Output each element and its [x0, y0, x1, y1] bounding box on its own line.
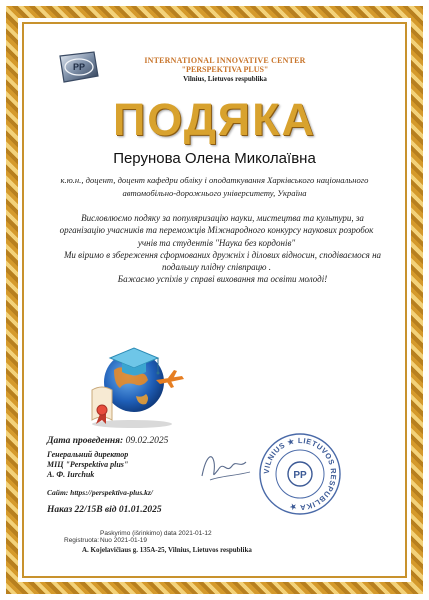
certificate-title: ПОДЯКА [112, 94, 317, 145]
graduation-globe-illustration [70, 318, 190, 430]
certificate-body [50, 212, 383, 286]
svg-text:PP: PP [72, 62, 86, 72]
event-date-label: Дата проведення: [47, 436, 124, 446]
issuer-location: Vilnius, Lietuvos respublika [183, 75, 267, 83]
svg-text:VILNIUS ★ LIETUVOS RESPUBLIKA: VILNIUS ★ LIETUVOS RESPUBLIKA ★ [261, 435, 339, 513]
event-date [47, 436, 247, 446]
issuer-name: INTERNATIONAL INNOVATIVE CENTER [144, 56, 306, 65]
body-paragraph: Ми віримо в збереження сформованих дружніх і ділових відносин, сподіваємося на подальшу плідну співпрацю . [63, 249, 382, 273]
body-paragraph: Висловлюємо подяку за популяризацію науки, мистецтва та культури, за організацію учасників та переможців Міжнародного конкурсу наукових розробок учнів та студентів "Наука без кордонів" [59, 213, 374, 248]
issuer-brand: "PERSPEKTIVA PLUS" [181, 65, 269, 74]
director-title: Генеральний директор [47, 450, 129, 459]
director-name: А. Ф. Iurchuk [47, 470, 95, 479]
registration-from: Nuo 2021-01-19 [100, 537, 147, 544]
issuer-header [100, 56, 350, 83]
director-signature [196, 446, 256, 486]
order-number: Наказ 22/15В від 01.01.2025 [47, 505, 162, 515]
registration-date: Paskyrimo (išrinkimo) data 2021-01-12 [100, 530, 212, 537]
official-stamp [258, 432, 342, 516]
website-link[interactable]: Сайт: https://perspektiva-plus.kz/ [47, 488, 153, 497]
body-paragraph: Бажаємо успіхів у справі виховання та освіти молоді! [117, 274, 328, 285]
event-date-value: 09.02.2025 [125, 436, 169, 446]
center-logo-icon [56, 48, 102, 86]
svg-text:PP: PP [293, 470, 307, 481]
registration-label: Registruota: [64, 537, 100, 544]
recipient-position: к.ю.н., доцент, доцент кафедри обліку і оподаткування Харківського національного автомобільно-дорожнього університету, Україна [60, 175, 369, 198]
recipient-name: Перунова Олена Миколаївна [113, 150, 316, 167]
director-organization: МІЦ "Perspektiva plus" [47, 460, 129, 469]
registration-address: A. Kojelavičiaus g. 135A-25, Vilnius, Lietuvos respublika [82, 546, 252, 554]
